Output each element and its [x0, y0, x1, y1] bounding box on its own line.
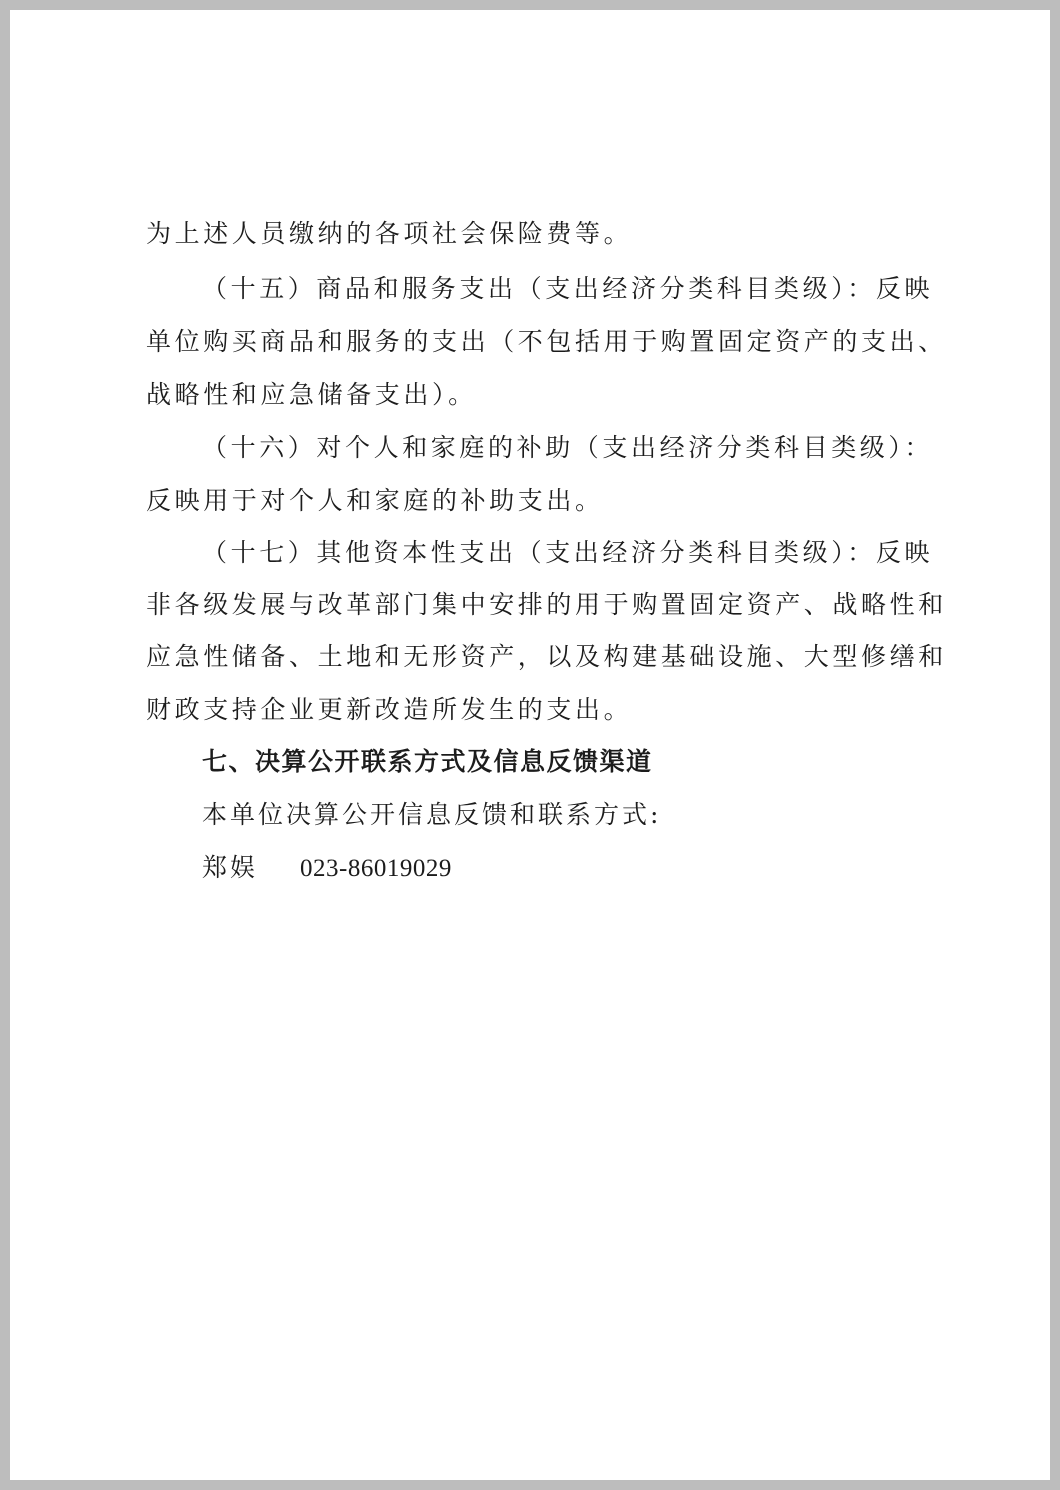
contact-phone: 023-86019029	[300, 855, 452, 882]
paragraph-line: （十六）对个人和家庭的补助（支出经济分类科目类级）：	[202, 433, 934, 462]
paragraph-line: 非各级发展与改革部门集中安排的用于购置固定资产、战略性和	[146, 590, 947, 619]
paragraph-line: 单位购买商品和服务的支出（不包括用于购置固定资产的支出、	[146, 327, 947, 356]
paragraph-line: （十五）商品和服务支出（支出经济分类科目类级）：反映	[202, 274, 934, 303]
paragraph-line: 为上述人员缴纳的各项社会保险费等。	[146, 219, 633, 248]
document-page	[10, 10, 1050, 1480]
paragraph-line: 财政支持企业更新改造所发生的支出。	[146, 695, 633, 724]
contact-name: 郑娱	[202, 853, 259, 882]
contact-intro: 本单位决算公开信息反馈和联系方式:	[202, 800, 662, 829]
paragraph-line: 应急性储备、土地和无形资产，以及构建基础设施、大型修缮和	[146, 642, 947, 671]
section-heading: 七、决算公开联系方式及信息反馈渠道	[202, 747, 653, 776]
paragraph-line: 战略性和应急储备支出）。	[146, 380, 477, 409]
paragraph-line: 反映用于对个人和家庭的补助支出。	[146, 486, 604, 515]
contact-line	[202, 852, 452, 885]
paragraph-line: （十七）其他资本性支出（支出经济分类科目类级）：反映	[202, 538, 934, 567]
